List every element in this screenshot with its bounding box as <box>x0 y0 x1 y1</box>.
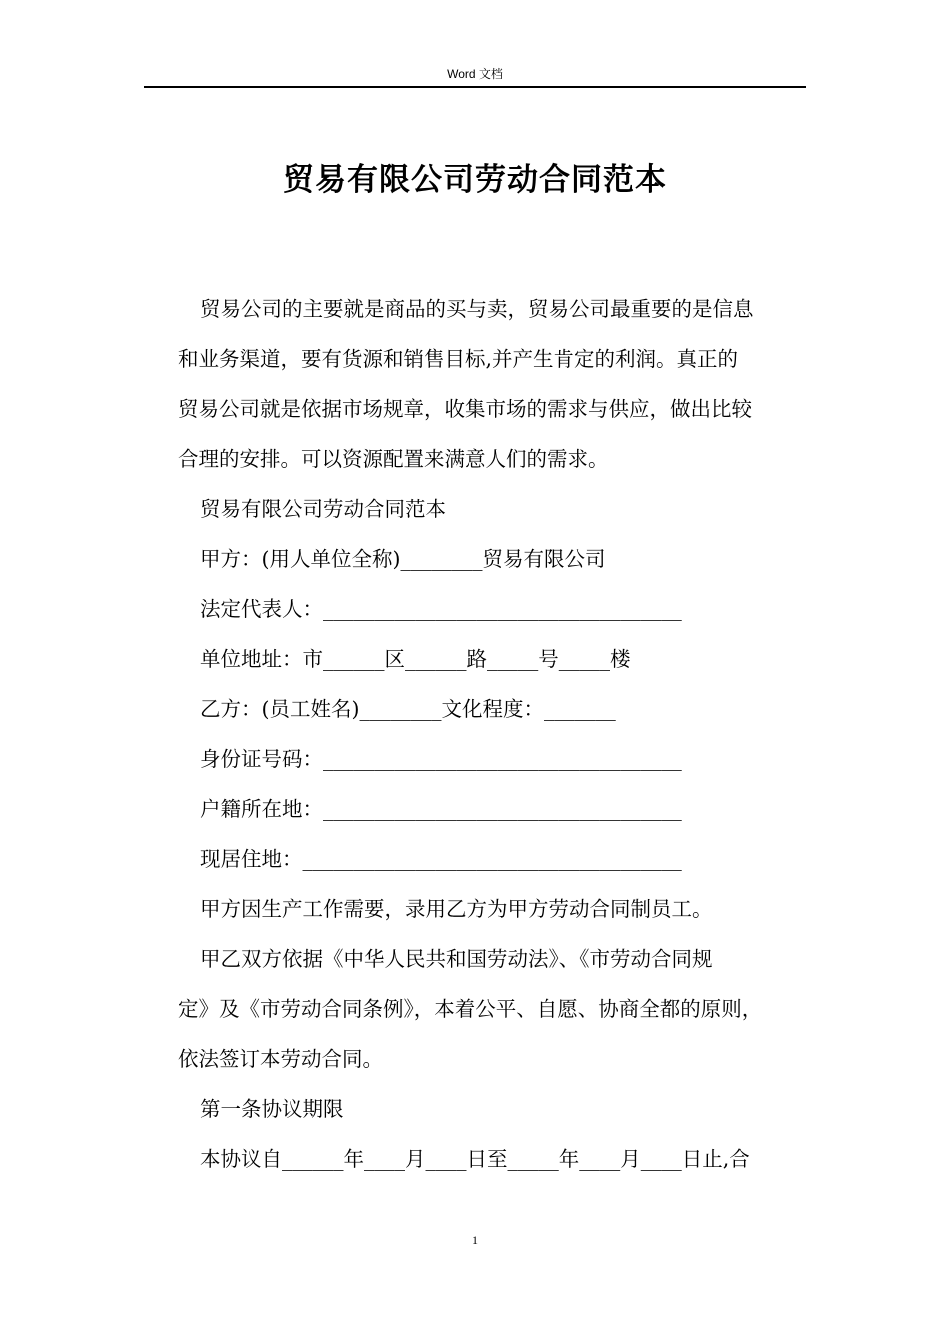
legal-basis-line: 定》及《市劳动合同条例》，本着公平、自愿、协商全都的原则， <box>178 997 763 1021</box>
intro-line: 和业务渠道，要有货源和销售目标,并产生肯定的利润。真正的 <box>178 347 739 371</box>
page-number: 1 <box>472 1233 478 1247</box>
legal-basis-line: 甲乙双方依据《中华人民共和国劳动法》、《市劳动合同规 <box>200 947 713 971</box>
document-body <box>178 284 818 1184</box>
legal-representative-field: 法定代表人：___________________________________ <box>200 597 682 621</box>
page-header: Word 文档 <box>447 67 503 81</box>
intro-line: 贸易公司的主要就是商品的买与卖，贸易公司最重要的是信息 <box>200 297 754 321</box>
header-rule <box>144 86 806 88</box>
article-1-text: 本协议自______年____月____日至_____年____月____日止,合 <box>200 1147 750 1171</box>
employment-statement: 甲方因生产工作需要，录用乙方为甲方劳动合同制员工。 <box>200 897 713 921</box>
document-title: 贸易有限公司劳动合同范本 <box>283 162 667 198</box>
party-b-field: 乙方：(员工姓名)________文化程度：_______ <box>200 697 616 721</box>
company-address-field: 单位地址：市______区______路_____号_____楼 <box>200 647 631 671</box>
party-a-field: 甲方：(用人单位全称)________贸易有限公司 <box>200 547 606 571</box>
article-1-title: 第一条协议期限 <box>200 1097 344 1121</box>
intro-line: 合理的安排。可以资源配置来满意人们的需求。 <box>178 447 609 471</box>
hukou-field: 户籍所在地：___________________________________ <box>200 797 682 821</box>
residence-field: 现居住地：_____________________________________ <box>200 847 682 871</box>
id-number-field: 身份证号码：___________________________________ <box>200 747 682 771</box>
legal-basis-line: 依法签订本劳动合同。 <box>178 1047 383 1071</box>
intro-line: 贸易公司就是依据市场规章，收集市场的需求与供应，做出比较 <box>178 397 752 421</box>
contract-subtitle: 贸易有限公司劳动合同范本 <box>200 497 446 521</box>
